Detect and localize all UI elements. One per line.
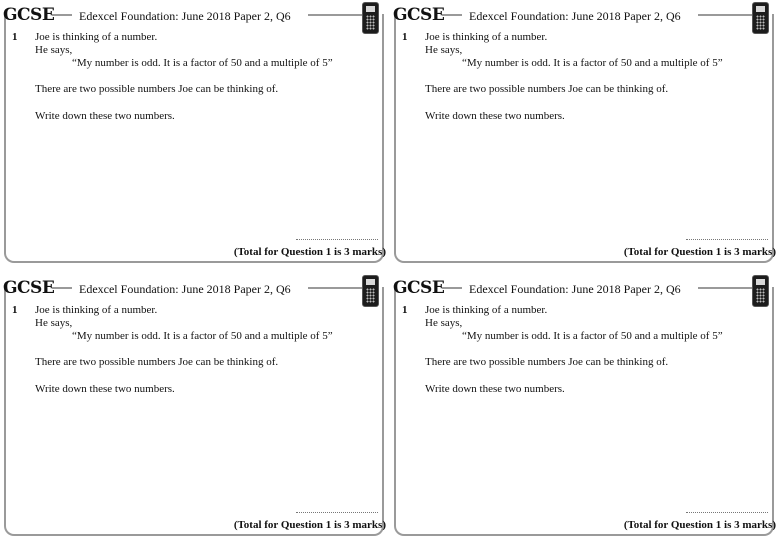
answer-line[interactable] [686, 239, 768, 240]
question-number: 1 [402, 31, 408, 43]
header-rule-left [442, 287, 462, 289]
question-quote: “My number is odd. It is a factor of 50 and a multiple of 5” [72, 57, 333, 69]
exam-title: Edexcel Foundation: June 2018 Paper 2, Q6 [79, 282, 291, 296]
calculator-icon [362, 2, 379, 34]
total-marks: (Total for Question 1 is 3 marks) [623, 519, 776, 531]
header-rule-right [308, 14, 366, 16]
question-line-2: He says, [425, 44, 463, 56]
question-line-4: There are two possible numbers Joe can be thinking of. [35, 356, 279, 368]
answer-line[interactable] [296, 239, 378, 240]
question-line-4: There are two possible numbers Joe can be thinking of. [425, 83, 669, 95]
question-card-4 [390, 273, 780, 543]
total-marks: (Total for Question 1 is 3 marks) [233, 246, 386, 258]
exam-title: Edexcel Foundation: June 2018 Paper 2, Q6 [469, 282, 681, 296]
question-line-1: Joe is thinking of a number. [425, 31, 548, 43]
header-rule-right [698, 287, 756, 289]
total-marks: (Total for Question 1 is 3 marks) [233, 519, 386, 531]
answer-line[interactable] [296, 512, 378, 513]
calculator-icon [362, 275, 379, 307]
calculator-icon [752, 275, 769, 307]
question-number: 1 [12, 304, 18, 316]
question-number: 1 [402, 304, 408, 316]
question-quote: “My number is odd. It is a factor of 50 and a multiple of 5” [72, 330, 333, 342]
header-rule-left [52, 287, 72, 289]
question-line-2: He says, [35, 317, 73, 329]
calculator-icon [752, 2, 769, 34]
question-line-1: Joe is thinking of a number. [35, 304, 158, 316]
question-line-1: Joe is thinking of a number. [425, 304, 548, 316]
answer-line[interactable] [686, 512, 768, 513]
total-marks: (Total for Question 1 is 3 marks) [623, 246, 776, 258]
question-line-2: He says, [425, 317, 463, 329]
question-line-1: Joe is thinking of a number. [35, 31, 158, 43]
gcse-logo: GCSE [393, 5, 445, 25]
question-line-5: Write down these two numbers. [425, 110, 565, 122]
header-rule-left [52, 14, 72, 16]
question-line-5: Write down these two numbers. [35, 110, 175, 122]
question-card-3 [0, 273, 390, 543]
header-rule-left [442, 14, 462, 16]
question-line-4: There are two possible numbers Joe can be thinking of. [35, 83, 279, 95]
question-card-1 [0, 0, 390, 270]
gcse-logo: GCSE [393, 278, 445, 298]
exam-title: Edexcel Foundation: June 2018 Paper 2, Q6 [79, 9, 291, 23]
gcse-logo: GCSE [3, 5, 55, 25]
question-line-4: There are two possible numbers Joe can be thinking of. [425, 356, 669, 368]
question-card-2 [390, 0, 780, 270]
question-quote: “My number is odd. It is a factor of 50 and a multiple of 5” [462, 330, 723, 342]
exam-title: Edexcel Foundation: June 2018 Paper 2, Q6 [469, 9, 681, 23]
gcse-logo: GCSE [3, 278, 55, 298]
header-rule-right [698, 14, 756, 16]
header-rule-right [308, 287, 366, 289]
question-line-5: Write down these two numbers. [425, 383, 565, 395]
question-line-5: Write down these two numbers. [35, 383, 175, 395]
question-quote: “My number is odd. It is a factor of 50 and a multiple of 5” [462, 57, 723, 69]
question-line-2: He says, [35, 44, 73, 56]
question-number: 1 [12, 31, 18, 43]
